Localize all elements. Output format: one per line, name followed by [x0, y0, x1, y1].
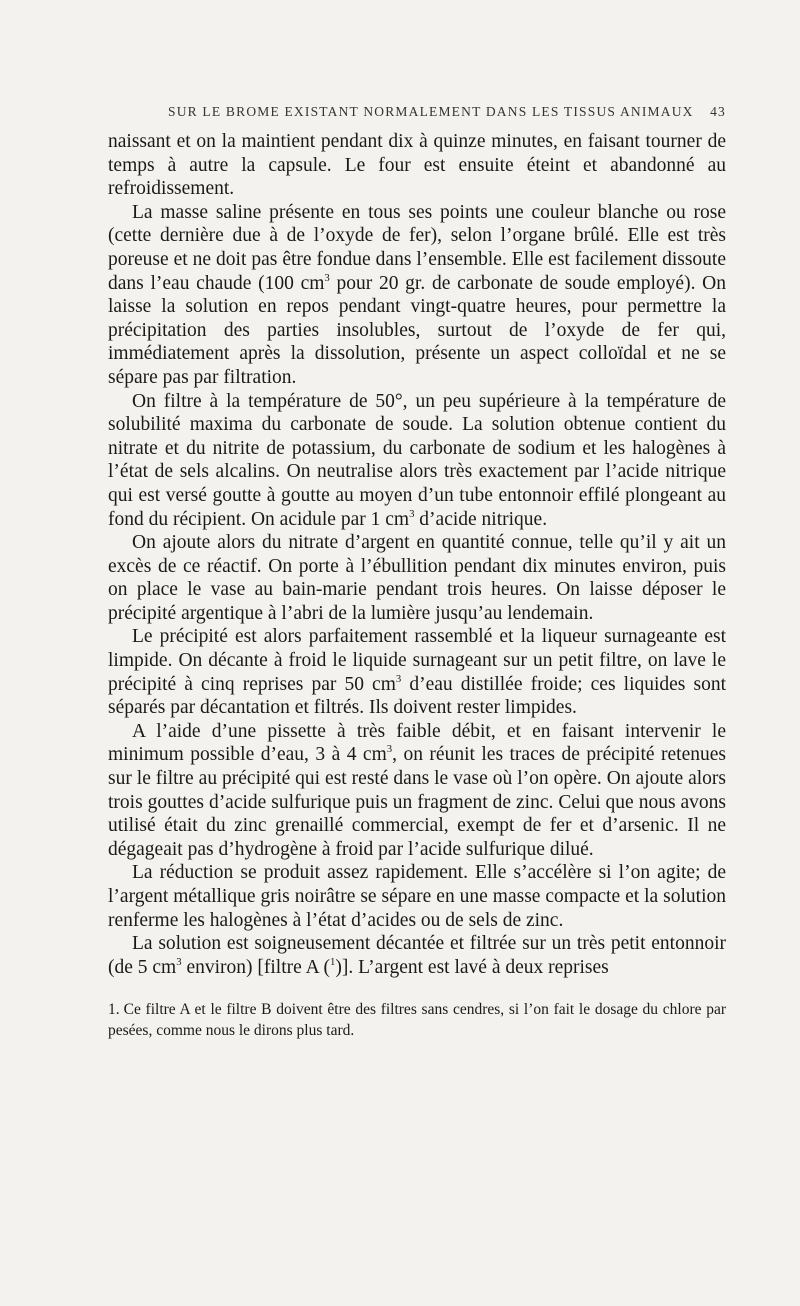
running-header [108, 104, 726, 120]
footnote-number: 1. [108, 1001, 120, 1019]
footnote-text: Ce filtre A et le filtre B doivent être des filtres sans cendres, si l’on fait le dosage du chlore par pesées, comme nous le dirons plus tard. [108, 1001, 726, 1040]
paragraph: La solution est soigneusement décantée et filtrée sur un très petit entonnoir (de 5 $cm^3$ environ) [filtre A ($^1$)]. L’argent est lavé à deux reprises [108, 933, 726, 978]
running-title: SUR LE BROME EXISTANT NORMALEMENT DANS LES TISSUS ANIMAUX [168, 104, 694, 119]
paragraph: Le précipité est alors parfaitement rassemblé et la liqueur surnageante est limpide. On décante à froid le liquide surnageant sur un petit filtre, on lave le précipité à cinq reprises par 50 $cm^3$ d’eau distillée froide; ces liquides sont séparés par décantation et filtrés. Ils doivent rester limpides. [108, 626, 726, 719]
paragraph: La réduction se produit assez rapidement. Elle s’accélère si l’on agite; de l’argent métallique gris noirâtre se sépare en une masse compacte et la solution renferme les halogènes à l’état d’acides ou de sels de zinc. [108, 862, 726, 931]
paragraph: A l’aide d’une pissette à très faible débit, et en faisant intervenir le minimum possible d’eau, 3 à 4 $cm^3$, on réunit les traces de précipité retenues sur le filtre au précipité qui est resté dans le vase où l’on opère. On ajoute alors trois gouttes d’acide sulfurique puis un fragment de zinc. Celui que nous avons utilisé était du zinc grenaillé commercial, exempt de fer et d’arsenic. Il ne dégageait pas d’hydrogène à froid par l’acide sulfurique dilué. [108, 720, 726, 860]
page [108, 104, 726, 1041]
body-text [108, 130, 726, 979]
paragraph: naissant et on la maintient pendant dix à quinze minutes, en faisant tourner de temps à autre la capsule. Le four est ensuite éteint et abandonné au refroidissement. [108, 131, 726, 200]
paragraph: La masse saline présente en tous ses points une couleur blanche ou rose (cette dernière due à de l’oxyde de fer), selon l’organe brûlé. Elle est très poreuse et ne doit pas être fondue dans l’ensemble. Elle est facilement dissoute dans l’eau chaude (100 $cm^3$ pour 20 gr. de carbonate de soude employé). On laisse la solution en repos pendant vingt-quatre heures, pour permettre la précipitation des parties insolubles, surtout de l’oxyde de fer qui, immédiatement après la dissolution, présente un aspect colloïdal et ne se sépare pas par filtration. [108, 201, 727, 388]
page-number: 43 [710, 104, 726, 119]
paragraph: On ajoute alors du nitrate d’argent en quantité connue, telle qu’il y ait un excès de ce réactif. On porte à l’ébullition pendant dix minutes environ, puis on place le vase au bain-marie pendant trois heures. On laisse déposer le précipité argentique à l’abri de la lumière jusqu’au lendemain. [108, 532, 726, 624]
footnote [108, 999, 726, 1041]
paragraph: On filtre à la température de 50°, un peu supérieure à la température de solubilité maxima du carbonate de soude. La solution obtenue contient du nitrate et du nitrite de potassium, du carbonate de sodium et les halogènes à l’état de sels alcalins. On neutralise alors très exactement par l’acide nitrique qui est versé goutte à goutte au moyen d’un tube entonnoir effilé plongeant au fond du récipient. On acidule par 1 $cm^3$ d’acide nitrique. [108, 390, 726, 530]
